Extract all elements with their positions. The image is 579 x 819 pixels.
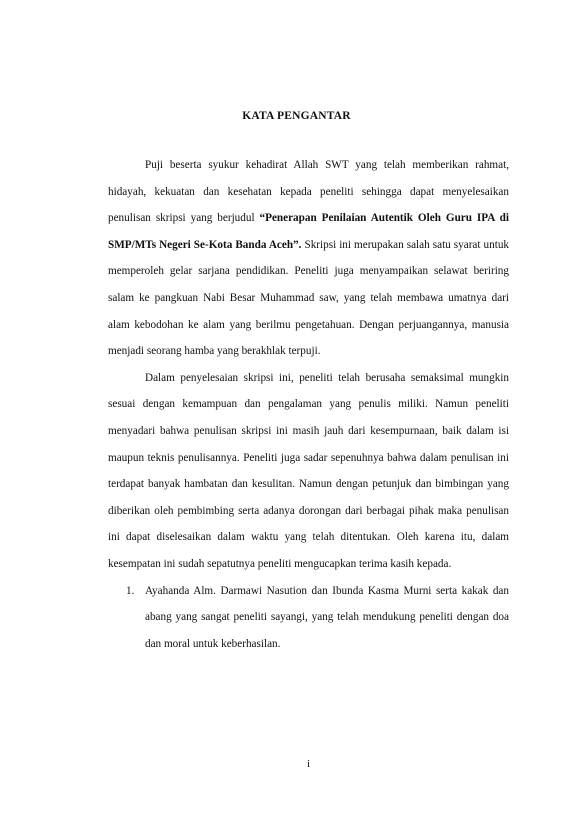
list-item-text: Ayahanda Alm. Darmawi Nasution dan Ibunda Kasma Murni serta kakak dan abang yang sangat peneliti sayangi, yang telah mendukung peneliti dengan doa dan moral untuk keberhasilan. [145,584,509,650]
list-item-number: 1. [126,584,135,597]
paragraph-2: Dalam penyelesaian skripsi ini, peneliti telah berusaha semaksimal mungkin sesuai dengan kemampuan dan pengalaman yang penulis miliki. Namun peneliti menyadari bahwa penulisan skripsi ini masih jauh dari kesempurnaan, baik dalam isi maupun teknis penulisannya. Peneliti juga sadar sepenuhnya bahwa dalam penulisan ini terdapat banyak hambatan dan kesulitan. Namun dengan petunjuk dan bimbingan yang diberikan oleh pembimbing serta adanya dorongan dari berbagai pihak maka penulisan ini dapat diselesaikan dalam waktu yang telah ditentukan. Oleh karena itu, dalam kesempatan ini sudah sepatutnya peneliti mengucapkan terima kasih kepada. [108,371,509,570]
paragraph-1-intro: Puji beserta syukur kehadirat Allah SWT yang telah memberikan rahmat, hidayah, kekuatan dan kesehatan kepada peneliti sehingga dapat menyelesaikan penulisan skripsi yang berjudul [108,159,509,225]
thesis-title: “Penerapan Penilaian Autentik Oleh Guru IPA di SMP/MTs Negeri Se-Kota Banda Aceh”. [108,212,510,251]
acknowledgement-list [108,578,509,658]
page-number: i [306,758,311,770]
body-text [108,152,509,657]
paragraph-1-rest: Skripsi ini merupakan salah satu syarat untuk memperoleh gelar sarjana pendidikan. Peneliti juga menyampaikan selawat beriring salam ke pangkuan Nabi Besar Muhammad saw, yang telah membawa umatnya dari alam kebodohan ke alam yang berilmu pengetahuan. Dengan perjuangannya, manusia menjadi seorang hamba yang berakhlak terpuji. [108,238,510,358]
page-title: KATA PENGANTAR [242,110,351,122]
list-item [108,578,509,658]
paragraph-1 [108,152,509,365]
